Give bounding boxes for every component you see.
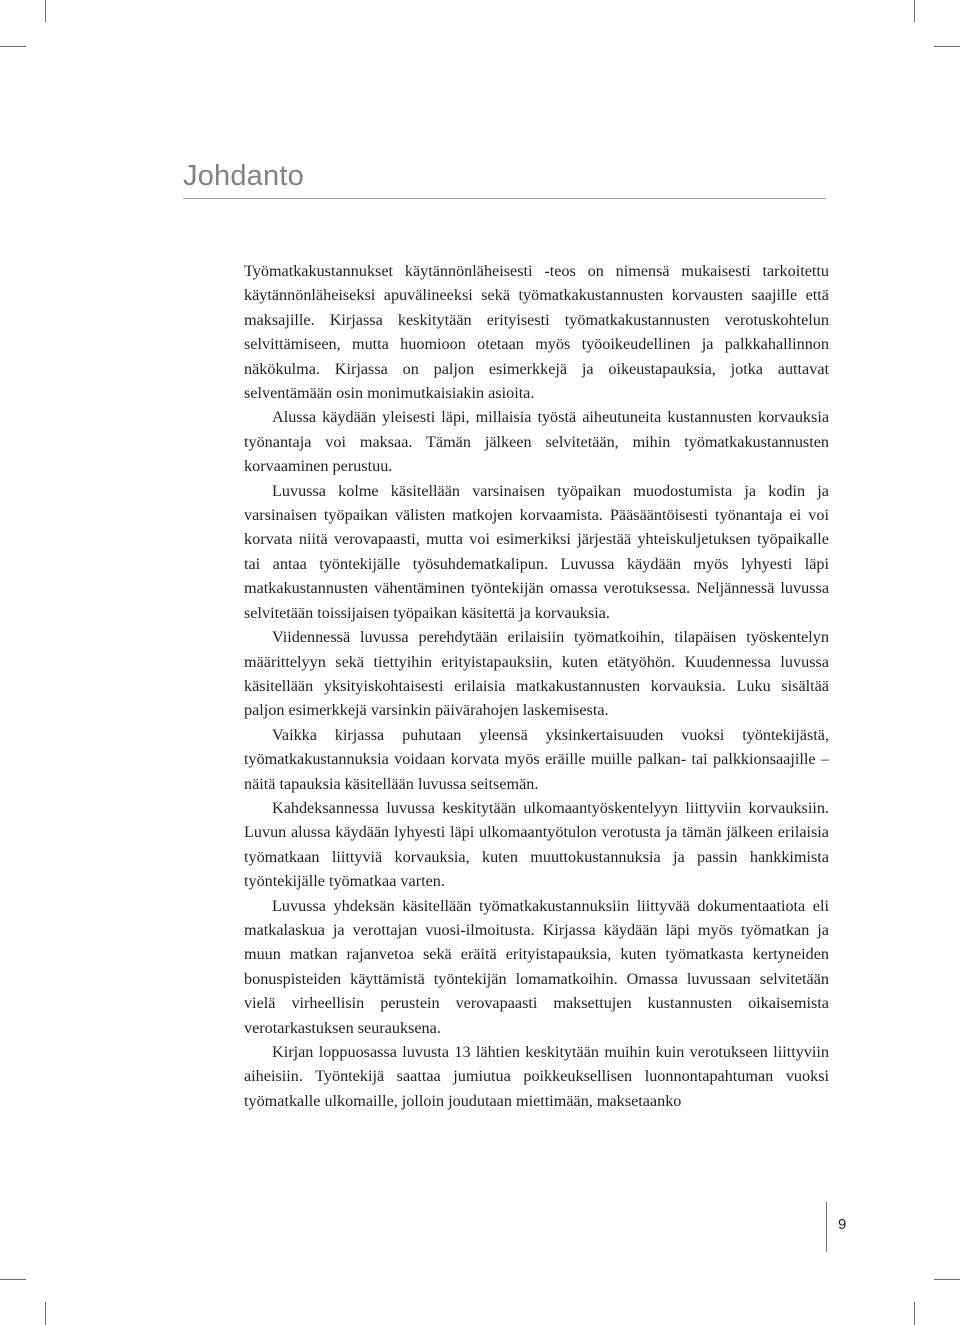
paragraph-4: Viidennessä luvussa perehdytään erilaisiin työmatkoihin, tilapäisen työskentelyn määrittelyyn sekä tiettyihin erityistapauksiin, kuten etätyöhön. Kuudennessa luvussa käsitellään yksityiskohtaisesti erilaisia matkakustannusten korvauksia. Luku sisältää paljon esimerkkejä varsinkin päivärahojen laskemisesta. xyxy=(244,628,829,720)
crop-mark-top-left xyxy=(45,0,46,22)
paragraph-5: Vaikka kirjassa puhutaan yleensä yksinkertaisuuden vuoksi työntekijästä, työmatkakustannuksia voidaan korvata myös eräille muille palkan- tai palkkionsaajille – näitä tapauksia käsitellään luvussa seitsemän. xyxy=(244,725,829,793)
crop-mark-left-top xyxy=(0,46,26,47)
crop-mark-top-right xyxy=(914,0,915,22)
paragraph-6: Kahdeksannessa luvussa keskitytään ulkomaantyöskentelyyn liittyviin korvauksiin. Luvun alussa käydään lyhyesti läpi ulkomaantyötulon verotusta ja tämän jälkeen erilaisia työmatkaan liittyviä korvauksia, kuten muuttokustannuksia ja passin hankkimista työntekijälle työmatkaa varten. xyxy=(244,798,829,891)
paragraph-7: Luvussa yhdeksän käsitellään työmatkakustannuksiin liittyvää dokumentaatiota eli matkalaskua ja verottajan vuosi-ilmoitusta. Kirjassa käydään läpi myös työmatkan ja muun matkan rajanvetoa sekä eräitä erityistapauksia, kuten työmatkasta kertyneiden bonuspisteiden käyttämistä työntekijän lomamatkoihin. Omassa luvussaan selvitetään vielä virheellisin perustein verovapaasti maksettujen kustannusten oikaisemista verotarkastuksen seurauksena. xyxy=(244,896,829,1037)
crop-mark-right-top xyxy=(934,46,960,47)
page-number: 9 xyxy=(838,1216,847,1233)
crop-mark-bottom-right xyxy=(914,1302,915,1325)
crop-mark-bottom-left xyxy=(45,1302,46,1325)
paragraph-3: Luvussa kolme käsitellään varsinaisen työpaikan muodostumista ja kodin ja varsinaisen työpaikan välisten matkojen korvaamista. Pääsääntöisesti työnantaja ei voi korvata niitä verovapaasti, mutta voi esimerkiksi järjestää yhteiskuljetuksen työpaikalle tai antaa työntekijälle työsuhdematkalipun. Luvussa käydään myös lyhyesti läpi matkakustannusten vähentäminen työntekijän omassa verotuksessa. Neljännessä luvussa selvitetään toissijaisen työpaikan käsitettä ja korvauksia. xyxy=(244,481,829,622)
heading-rule xyxy=(183,198,826,199)
paragraph-8: Kirjan loppuosassa luvusta 13 lähtien keskitytään muihin kuin verotukseen liittyviin aiheisiin. Työntekijä saattaa jumiutua poikkeuksellisen luonnontapahtuman vuoksi työmatkalle ulkomaille, jolloin joudutaan miettimään, maksetaanko xyxy=(244,1043,829,1110)
paragraph-2: Alussa käydään yleisesti läpi, millaisia työstä aiheutuneita kustannusten korvauksia työnantaja voi maksaa. Tämän jälkeen selvitetään, mihin työmatkakustannusten korvaaminen perustuu. xyxy=(244,408,829,476)
crop-mark-right-bottom xyxy=(934,1279,960,1280)
page-number-rule xyxy=(826,1202,827,1252)
chapter-heading: Johdanto xyxy=(183,160,304,192)
body-text xyxy=(244,259,829,1113)
crop-mark-left-bottom xyxy=(0,1279,26,1280)
paragraph-1: Työmatkakustannukset käytännönläheisesti -teos on nimensä mukaisesti tarkoitettu käytännönläheiseksi apuvälineeksi sekä työmatkakustannusten korvausten saajille että maksajille. Kirjassa keskitytään erityisesti työmatkakustannusten verotuskohtelun selvittämiseen, mutta huomioon otetaan myös työoikeudellinen ja palkkahallinnon näkökulma. Kirjassa on paljon esimerkkejä ja oikeustapauksia, jotka auttavat selventämään osin monimutkaisiakin asioita. xyxy=(244,262,829,403)
